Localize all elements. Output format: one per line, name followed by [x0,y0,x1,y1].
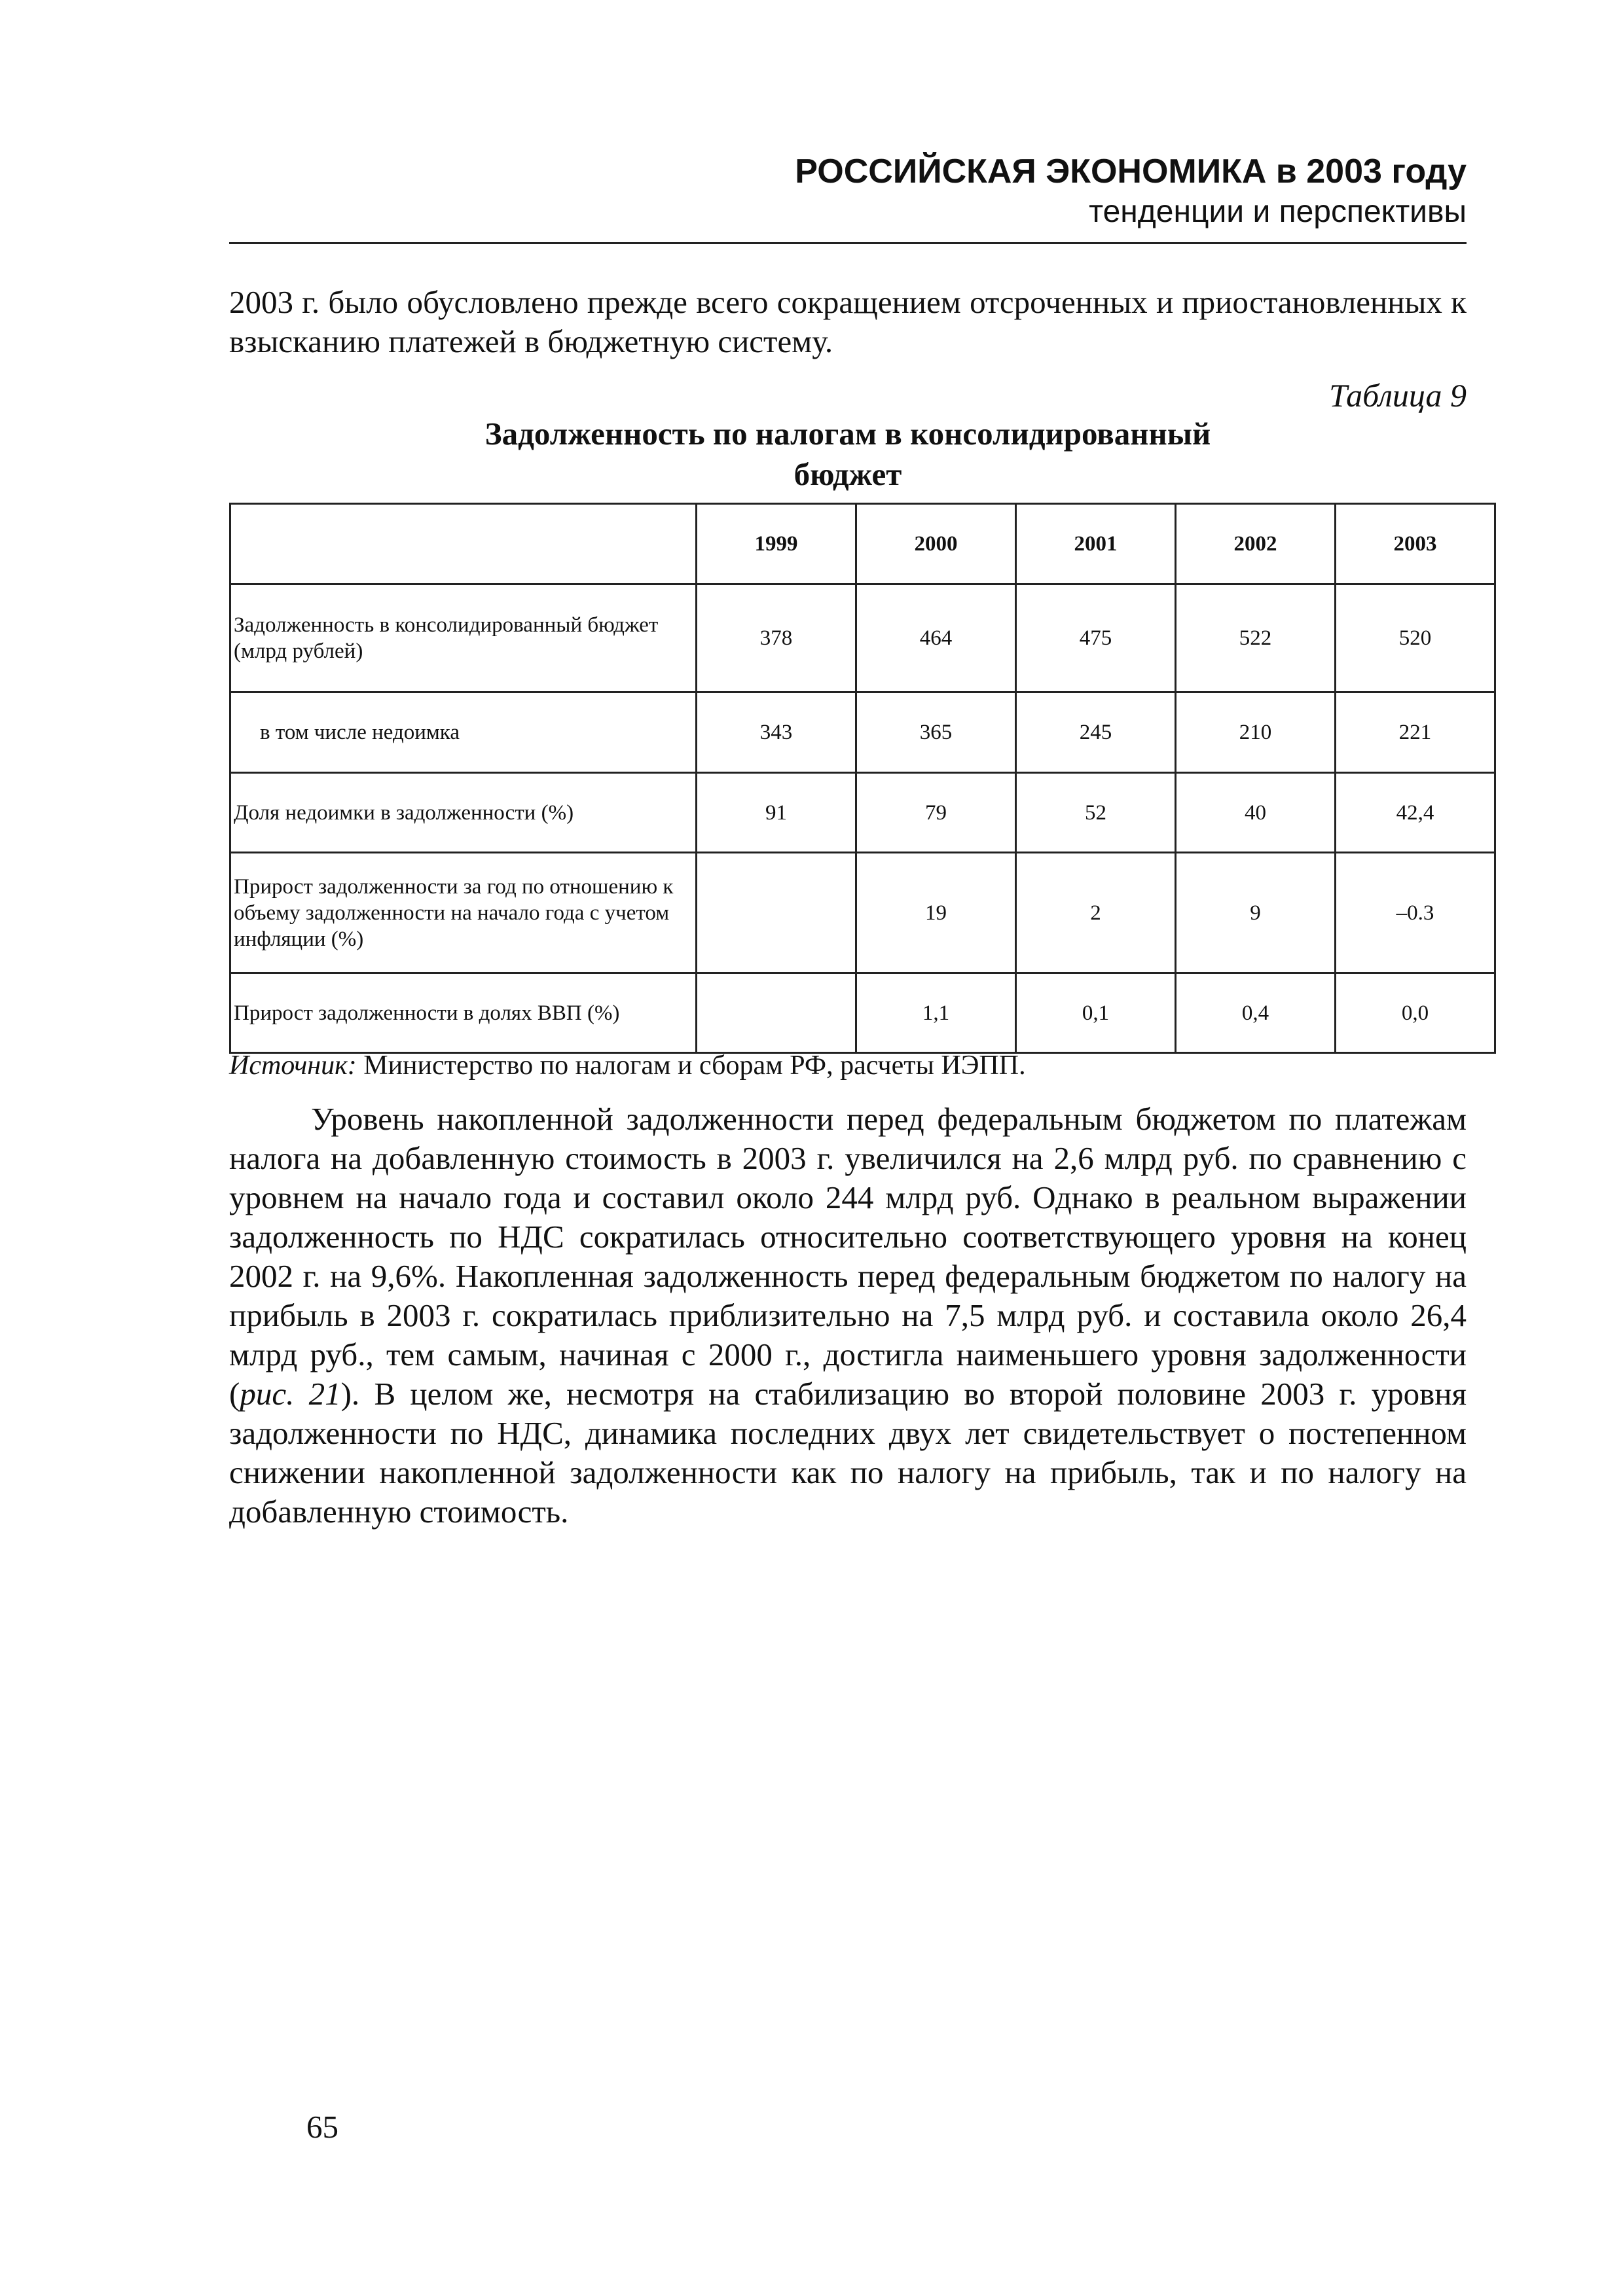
table-cell: 42,4 [1336,773,1495,853]
table-row [230,773,1495,853]
table-cell: 1,1 [856,973,1016,1053]
table-cell [697,853,856,973]
table-cell [697,973,856,1053]
table-cell: 245 [1016,692,1176,773]
table-cell: 52 [1016,773,1176,853]
table-cell: 91 [697,773,856,853]
table-cell: 0,0 [1336,973,1495,1053]
table-source-note [229,1049,1467,1083]
running-header-title: РОССИЙСКАЯ ЭКОНОМИКА в 2003 году [795,152,1467,190]
table-header-row [230,504,1495,584]
table-cell: –0.3 [1336,853,1495,973]
table-cell: 79 [856,773,1016,853]
table-cell: 475 [1016,584,1176,692]
row-label: Прирост задолженности за год по отношению к объему задолженности на начало года с учетом инфляции (%) [230,853,697,973]
table-cell: 2 [1016,853,1176,973]
table-header-cell: 2000 [856,504,1016,584]
table-cell: 221 [1336,692,1495,773]
table-cell: 378 [697,584,856,692]
source-text: Министерство по налогам и сборам РФ, расчеты ИЭПП. [363,1050,1026,1081]
table-title: Задолженность по налогам в консолидированный бюджет [484,416,1211,492]
body-paragraph [229,1100,1467,1532]
source-lead: Источник: [229,1050,357,1081]
table-row [230,584,1495,692]
table-header-cell: 2002 [1176,504,1336,584]
body-text-part: ). В целом же, несмотря на стабилизацию во второй половине 2003 г. уровня задолженности по НДС, динамика последних двух лет свидетельствует о постепенном снижении накопленной задолженности как по налогу на прибыль, так и по налогу на добавленную стоимость. [229,1376,1467,1530]
table-cell: 520 [1336,584,1495,692]
row-label: Задолженность в консолидированный бюджет (млрд рублей) [230,584,697,692]
table-cell: 0,4 [1176,973,1336,1053]
intro-paragraph: 2003 г. было обусловлено прежде всего сокращением отсроченных и приостановленных к взысканию платежей в бюджетную систему. [229,284,1467,359]
running-header-subtitle: тенденции и перспективы [1089,194,1467,229]
table-number-label: Таблица 9 [1329,377,1467,414]
table-cell: 365 [856,692,1016,773]
table-cell: 40 [1176,773,1336,853]
table-cell: 0,1 [1016,973,1176,1053]
row-label: Доля недоимки в задолженности (%) [230,773,697,853]
table-header-cell: 2003 [1336,504,1495,584]
table-cell: 464 [856,584,1016,692]
page-number: 65 [306,2109,338,2145]
table-cell: 19 [856,853,1016,973]
table-cell: 522 [1176,584,1336,692]
table-cell: 343 [697,692,856,773]
table-header-cell: 1999 [697,504,856,584]
row-label: Прирост задолженности в долях ВВП (%) [230,973,697,1053]
table-row [230,973,1495,1053]
table-cell: 9 [1176,853,1336,973]
row-label: в том числе недоимка [230,692,697,773]
tax-debt-table [229,503,1496,1054]
table-row [230,853,1495,973]
table-header-cell [230,504,697,584]
table-row [230,692,1495,773]
figure-reference: рис. 21 [240,1376,341,1412]
body-text-part: Уровень накопленной задолженности перед федеральным бюджетом по платежам налога на добавленную стоимость в 2003 г. увеличился на 2,6 млрд руб. по сравнению с уровнем на начало года и составил около 244 млрд руб. Однако в реальном выражении задолженность по НДС сократилась относительно соответствующего уровня на конец 2002 г. на 9,6%. Накопленная задолженность перед федеральным бюджетом по налогу на прибыль в 2003 г. сократилась приблизительно на 7,5 млрд руб. и составила около 26,4 млрд руб., тем самым, начиная с 2000 г., достигла наименьшего уровня задолженности ( [229,1101,1467,1412]
table-header-cell: 2001 [1016,504,1176,584]
header-rule [229,242,1467,244]
table-cell: 210 [1176,692,1336,773]
